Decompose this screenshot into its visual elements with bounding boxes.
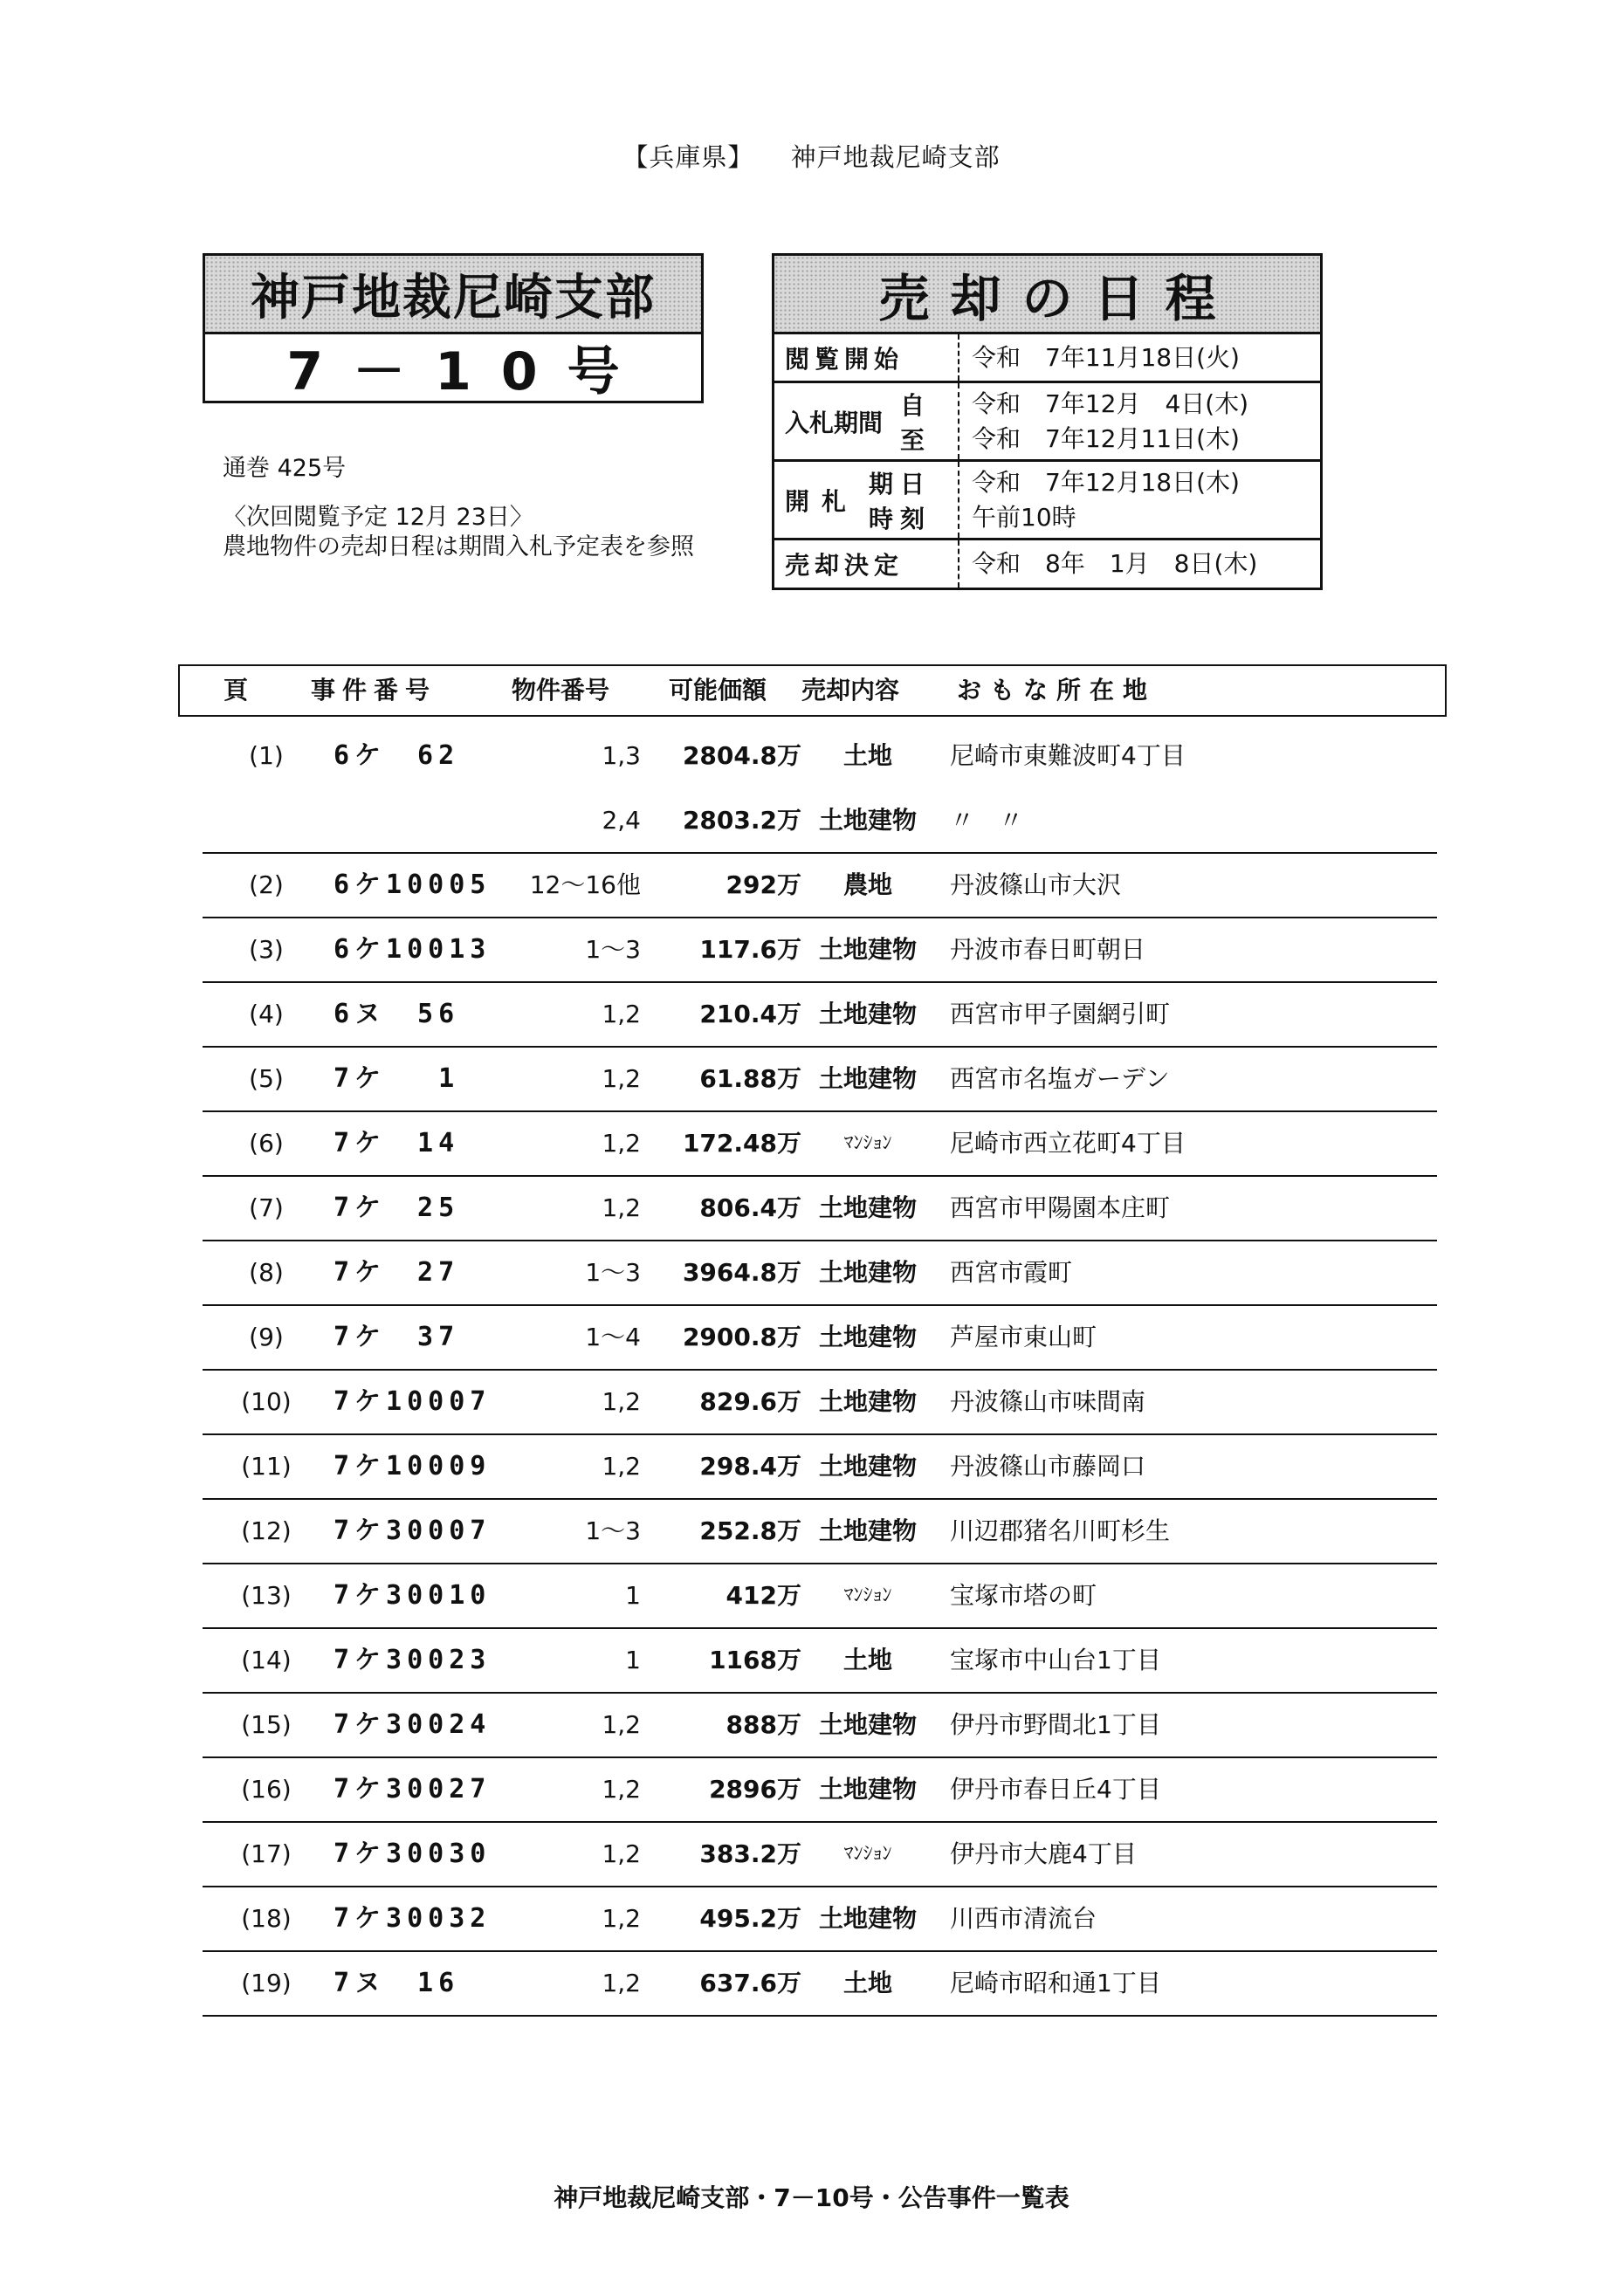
header-price: 可能価額 (669, 676, 767, 705)
cell-kind: 土地建物 (818, 1775, 917, 1804)
cell-loc: 西宮市甲子園網引町 (950, 1000, 1171, 1028)
schedule-row-opening (774, 462, 1320, 540)
decision-label: 売却決定 (785, 551, 904, 580)
cell-prop: 1～3 (585, 935, 641, 964)
table-row (203, 725, 1437, 789)
cell-page: (11) (241, 1452, 292, 1481)
cell-prop: 1～3 (585, 1516, 641, 1545)
cell-page: (7) (249, 1193, 284, 1222)
table-row (203, 1435, 1437, 1500)
cell-page: (12) (241, 1516, 292, 1545)
bidding-to-label: 至 (900, 425, 932, 455)
cell-case: 6ヌ 56 (334, 999, 460, 1029)
cell-loc: 西宮市甲陽園本庄町 (950, 1193, 1171, 1222)
header-location: おもな所在地 (957, 676, 1157, 705)
cell-kind: 土地 (842, 1646, 892, 1674)
cell-kind: 土地建物 (818, 1710, 917, 1739)
table-row (203, 918, 1437, 983)
viewing-date: 令和 7年11月18日(火) (972, 342, 1240, 372)
cell-price: 829.6万 (699, 1387, 801, 1416)
cell-kind: 土地建物 (818, 1000, 917, 1028)
schedule-title: 売却の日程 (774, 256, 1320, 334)
cell-kind: 土地建物 (818, 806, 917, 835)
cell-price: 210.4万 (699, 1000, 801, 1028)
cell-price: 2896万 (709, 1775, 801, 1804)
notes (223, 503, 694, 562)
cell-loc: 川西市清流台 (950, 1904, 1097, 1933)
opening-time-label: 時刻 (869, 504, 932, 533)
bidding-to-date: 令和 7年12月11日(木) (972, 423, 1240, 453)
cell-loc: 宝塚市中山台1丁目 (950, 1646, 1161, 1674)
cell-loc: 丹波篠山市味間南 (950, 1387, 1146, 1416)
cell-case: 7ケ 27 (334, 1257, 460, 1288)
viewing-label: 閲覧開始 (785, 344, 904, 374)
cell-kind: 土地建物 (818, 1904, 917, 1933)
cell-price: 806.4万 (699, 1193, 801, 1222)
cell-page: (13) (241, 1581, 292, 1610)
cell-loc: 丹波篠山市大沢 (950, 870, 1122, 899)
cell-prop: 1,2 (602, 1064, 641, 1093)
cell-kind: 土地 (842, 741, 892, 770)
cell-case: 7ケ 14 (334, 1128, 460, 1158)
cell-price: 383.2万 (699, 1839, 801, 1868)
cell-case: 7ケ30030 (334, 1839, 492, 1869)
cell-prop: 1,2 (602, 1710, 641, 1739)
cell-price: 298.4万 (699, 1452, 801, 1481)
cell-price: 117.6万 (699, 935, 801, 964)
table-row (203, 1048, 1437, 1112)
cell-page: (19) (241, 1969, 292, 1997)
court-issue-box (203, 253, 704, 403)
cell-page: (3) (249, 935, 284, 964)
cell-loc: 丹波市春日町朝日 (950, 935, 1146, 964)
cell-prop: 1,2 (602, 1775, 641, 1804)
cell-page: (10) (241, 1387, 292, 1416)
cell-page: (8) (249, 1258, 284, 1287)
opening-label: 開札 (785, 486, 859, 516)
table-row (203, 983, 1437, 1048)
sale-schedule-box (772, 253, 1323, 590)
cell-loc: 尼崎市東難波町4丁目 (950, 741, 1186, 770)
opening-date-label: 期日 (869, 469, 932, 498)
cell-page (227, 789, 306, 852)
table-row (203, 1823, 1437, 1887)
table-header (178, 664, 1447, 717)
cell-prop: 1,2 (602, 1969, 641, 1997)
cell-page: (16) (241, 1775, 292, 1804)
cell-case: 7ケ 37 (334, 1322, 460, 1352)
cell-case: 6ケ10005 (334, 870, 492, 900)
table-row (203, 1177, 1437, 1241)
table-row (203, 854, 1437, 918)
cell-price: 2900.8万 (682, 1323, 801, 1351)
cell-case: 7ケ30024 (334, 1709, 492, 1740)
cell-page: (15) (241, 1710, 292, 1739)
cell-case: 7ケ30023 (334, 1645, 492, 1675)
cell-prop: 1,2 (602, 1129, 641, 1158)
opening-date: 令和 7年12月18日(木) (972, 467, 1240, 497)
schedule-row-bidding (774, 383, 1320, 462)
issue-number: 7－10号 (286, 341, 650, 402)
cell-prop: 1,2 (602, 1452, 641, 1481)
cell-prop: 1～3 (585, 1258, 641, 1287)
cell-page: (9) (249, 1323, 284, 1351)
prefecture-label: 【兵庫県】 (622, 142, 754, 172)
cell-loc: 川辺郡猪名川町杉生 (950, 1516, 1171, 1545)
cell-kind: ﾏﾝｼｮﾝ (843, 1585, 892, 1606)
header-case: 事件番号 (311, 676, 437, 705)
cell-prop: 1,2 (602, 1839, 641, 1868)
cell-kind: 土地建物 (818, 1064, 917, 1093)
cell-loc: 伊丹市春日丘4丁目 (950, 1775, 1161, 1804)
cell-case: 6ケ 62 (334, 740, 460, 771)
cell-page: (2) (249, 870, 284, 899)
cell-kind: ﾏﾝｼｮﾝ (843, 1843, 892, 1865)
volume-number: 通巻 425号 (223, 455, 347, 482)
cell-prop: 1 (625, 1581, 641, 1610)
cell-case: 7ケ30007 (334, 1516, 492, 1546)
schedule-row-decision (774, 540, 1320, 588)
cell-case (334, 789, 508, 852)
cell-price: 495.2万 (699, 1904, 801, 1933)
table-row (203, 1564, 1437, 1629)
cell-loc: 伊丹市大鹿4丁目 (950, 1839, 1137, 1868)
cell-kind: 農地 (842, 870, 892, 899)
cell-kind: 土地建物 (818, 1258, 917, 1287)
cell-kind: 土地建物 (818, 1387, 917, 1416)
cell-loc: 西宮市霞町 (950, 1258, 1073, 1287)
cell-prop: 1,2 (602, 1193, 641, 1222)
cell-loc: 芦屋市東山町 (950, 1323, 1097, 1351)
cell-page: (4) (249, 1000, 284, 1028)
farmland-note: 農地物件の売却日程は期間入札予定表を参照 (223, 533, 694, 560)
cell-case: 7ケ30032 (334, 1903, 492, 1934)
cell-kind: ﾏﾝｼｮﾝ (843, 1132, 892, 1154)
next-viewing-note: 〈次回閲覧予定 12月 23日〉 (223, 504, 533, 531)
cell-loc: 伊丹市野間北1丁目 (950, 1710, 1161, 1739)
cell-kind: 土地建物 (818, 1452, 917, 1481)
cell-prop: 1,2 (602, 1387, 641, 1416)
cell-price: 637.6万 (699, 1969, 801, 1997)
cell-prop: 1,3 (602, 741, 641, 770)
cell-prop: 12～16他 (529, 870, 641, 899)
cell-page: (17) (241, 1839, 292, 1868)
cell-loc: 宝塚市塔の町 (950, 1581, 1097, 1610)
bidding-from-label: 自 (900, 390, 932, 420)
cell-price: 2803.2万 (682, 806, 801, 835)
cell-loc: 〃 〃 (950, 806, 1024, 835)
cell-kind: 土地 (842, 1969, 892, 1997)
cell-kind: 土地建物 (818, 1516, 917, 1545)
cell-page: (14) (241, 1646, 292, 1674)
cell-case: 7ヌ 16 (334, 1968, 460, 1998)
bidding-from-date: 令和 7年12月 4日(木) (972, 388, 1249, 418)
cell-loc: 西宮市名塩ガーデン (950, 1064, 1170, 1093)
cell-page: (5) (249, 1064, 284, 1093)
cell-price: 1168万 (709, 1646, 801, 1674)
header-page: 頁 (224, 676, 249, 705)
table-row (203, 1952, 1437, 2017)
cell-price: 172.48万 (682, 1129, 801, 1158)
cell-case: 7ケ 25 (334, 1193, 460, 1223)
cell-kind: 土地建物 (818, 1193, 917, 1222)
cell-price: 252.8万 (699, 1516, 801, 1545)
cell-prop: 1,2 (602, 1000, 641, 1028)
court-label: 神戸地裁尼崎支部 (790, 142, 1001, 172)
page-footer: 神戸地裁尼崎支部・7－10号・公告事件一覧表 (554, 2183, 1069, 2212)
cell-case: 7ケ 1 (334, 1063, 460, 1094)
header-prop: 物件番号 (512, 676, 610, 705)
decision-date: 令和 8年 1月 8日(木) (972, 549, 1258, 578)
table-row (203, 1500, 1437, 1564)
table-row (203, 1758, 1437, 1823)
opening-time: 午前10時 (972, 502, 1076, 532)
cell-case: 7ケ30027 (334, 1774, 492, 1804)
cell-price: 3964.8万 (682, 1258, 801, 1287)
cell-kind: 土地建物 (818, 1323, 917, 1351)
cell-price: 292万 (726, 870, 801, 899)
cell-page: (6) (249, 1129, 284, 1158)
cell-price: 888万 (726, 1710, 801, 1739)
table-row (203, 789, 1437, 854)
bidding-label: 入札期間 (785, 408, 884, 437)
cell-prop: 1 (625, 1646, 641, 1674)
cell-case: 7ケ30010 (334, 1580, 492, 1611)
table-row (203, 1306, 1437, 1371)
cell-prop: 1,2 (602, 1904, 641, 1933)
cell-case: 7ケ10009 (334, 1451, 492, 1481)
cell-loc: 尼崎市西立花町4丁目 (950, 1129, 1186, 1158)
cell-prop: 1～4 (585, 1323, 641, 1351)
cell-loc: 尼崎市昭和通1丁目 (950, 1969, 1161, 1997)
table-row (203, 1694, 1437, 1758)
court-name: 神戸地裁尼崎支部 (205, 256, 701, 334)
cell-price: 61.88万 (699, 1064, 801, 1093)
cell-page: (18) (241, 1904, 292, 1933)
header-kind: 売却内容 (801, 676, 900, 705)
cell-price: 2804.8万 (682, 741, 801, 770)
page-header (0, 138, 1623, 174)
cell-loc: 丹波篠山市藤岡口 (950, 1452, 1146, 1481)
table-row (203, 1887, 1437, 1952)
cell-prop: 2,4 (602, 806, 641, 835)
schedule-row-viewing (774, 334, 1320, 383)
cell-case: 7ケ10007 (334, 1386, 492, 1417)
table-row (203, 1241, 1437, 1306)
table-row (203, 1629, 1437, 1694)
table-row (203, 1112, 1437, 1177)
cell-kind: 土地建物 (818, 935, 917, 964)
cell-case: 6ケ10013 (334, 934, 492, 965)
table-row (203, 1371, 1437, 1435)
cell-page: (1) (249, 741, 284, 770)
cell-price: 412万 (726, 1581, 801, 1610)
